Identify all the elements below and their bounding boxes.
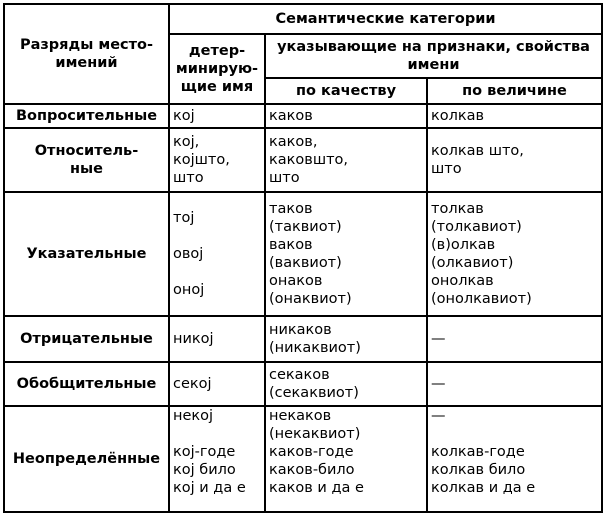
- table-row-interrogative: [4, 104, 602, 128]
- cell-quality: никаков (никаквиот): [265, 316, 427, 362]
- table-row-generalizing: [4, 362, 602, 406]
- table-row-relative: [4, 128, 602, 192]
- cell-quality: некаков (некаквиот) каков-годе каков-било каков и да е: [265, 406, 427, 512]
- attributes-header: указывающие на признаки, свойства имени: [265, 34, 602, 78]
- cell-determining: кој, којшто, што: [169, 128, 265, 192]
- cell-magnitude: толкав (толкавиот) (в)олкав (олкавиот) онолкав (онолкавиот): [427, 192, 602, 316]
- row-label: Обобщительные: [4, 362, 169, 406]
- table-row-indefinite: [4, 406, 602, 512]
- row-label: Указательные: [4, 192, 169, 316]
- semantic-categories-header: Семантические категории: [169, 4, 602, 34]
- cell-magnitude: колкав: [427, 104, 602, 128]
- row-label: Неопределённые: [4, 406, 169, 512]
- cell-quality: каков: [265, 104, 427, 128]
- pronoun-class-header: Разряды место- имений: [4, 4, 169, 104]
- cell-determining: кој: [169, 104, 265, 128]
- table-row-negative: [4, 316, 602, 362]
- cell-determining: секој: [169, 362, 265, 406]
- cell-determining: никој: [169, 316, 265, 362]
- header-row-1: [4, 4, 602, 34]
- cell-determining: некој кој-годе кој било кој и да е: [169, 406, 265, 512]
- row-label: Относитель- ные: [4, 128, 169, 192]
- pronoun-categories-table: [3, 3, 603, 513]
- cell-magnitude: — колкав-годе колкав било колкав и да е: [427, 406, 602, 512]
- row-label: Вопросительные: [4, 104, 169, 128]
- cell-quality: каков, каковшто, што: [265, 128, 427, 192]
- cell-magnitude: колкав што, што: [427, 128, 602, 192]
- row-label: Отрицательные: [4, 316, 169, 362]
- cell-determining: тој овој оној: [169, 192, 265, 316]
- cell-quality: таков (таквиот) ваков (ваквиот) онаков (онаквиот): [265, 192, 427, 316]
- cell-magnitude: —: [427, 362, 602, 406]
- cell-quality: секаков (секаквиот): [265, 362, 427, 406]
- quality-header: по качеству: [265, 78, 427, 104]
- table-row-demonstrative: [4, 192, 602, 316]
- magnitude-header: по величине: [427, 78, 602, 104]
- determining-header: детер- минирую- щие имя: [169, 34, 265, 104]
- cell-magnitude: —: [427, 316, 602, 362]
